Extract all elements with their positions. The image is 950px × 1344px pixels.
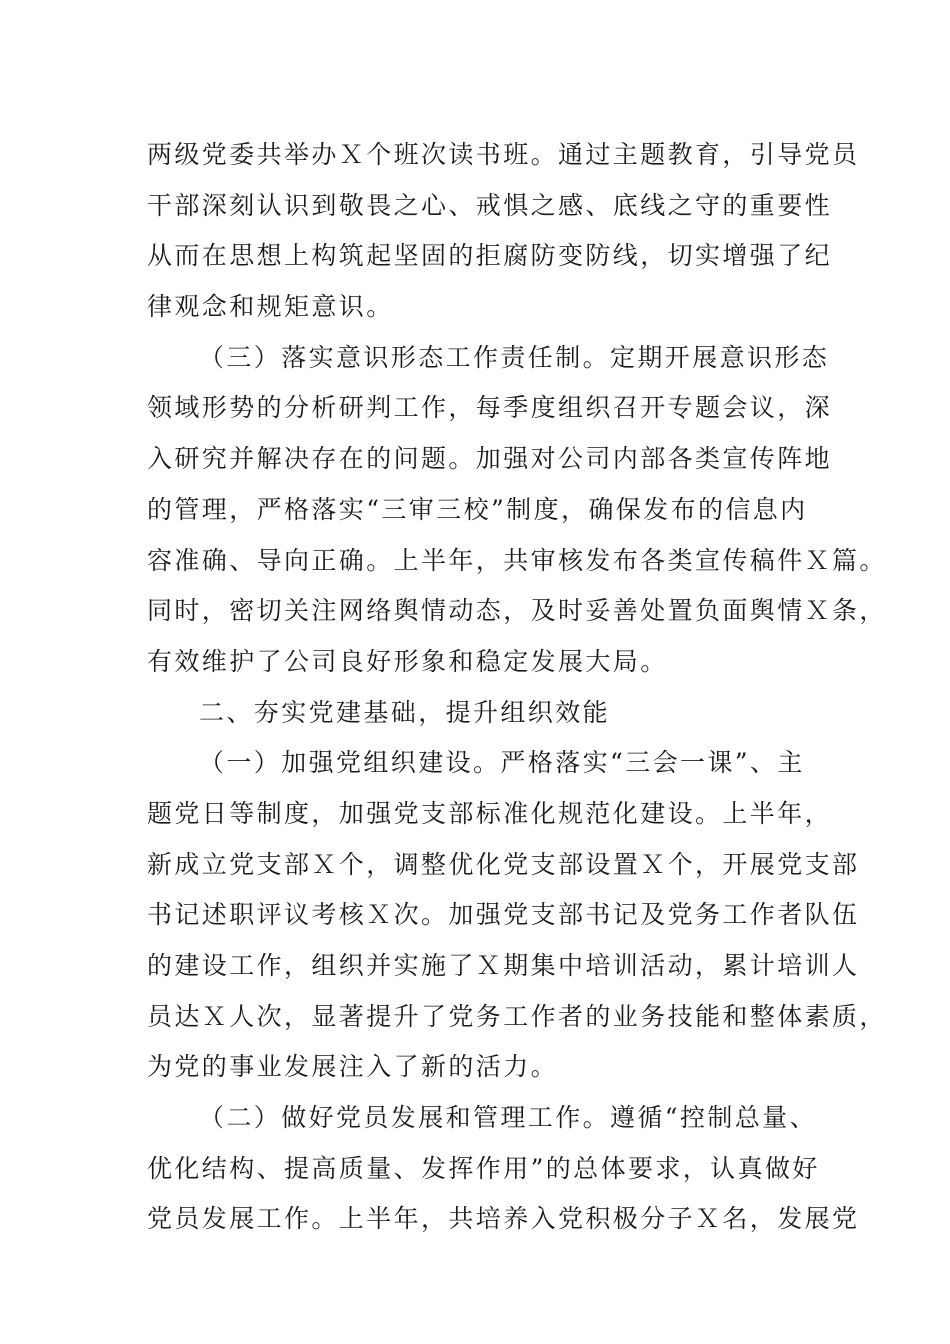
paragraph-heading-1: （一）加强党组织建设。严格落实“三会一课”、主 bbox=[199, 748, 805, 778]
text-line: 同时，密切关注网络舆情动态，及时妥善处置负面舆情Ｘ条， bbox=[147, 596, 887, 626]
text-line: 容准确、导向正确。上半年，共审核发布各类宣传稿件Ｘ篇。 bbox=[147, 545, 887, 575]
text-line: 领域形势的分析研判工作，每季度组织召开专题会议，深 bbox=[147, 393, 833, 423]
text-line: 的管理，严格落实“三审三校”制度，确保发布的信息内 bbox=[147, 494, 808, 524]
text-line: 党员发展工作。上半年，共培养入党积极分子Ｘ名，发展党 bbox=[147, 1204, 860, 1234]
paragraph-heading-3: （三）落实意识形态工作责任制。定期开展意识形态 bbox=[199, 342, 830, 372]
paragraph-heading-2: （二）做好党员发展和管理工作。遵循“控制总量、 bbox=[199, 1103, 817, 1133]
text-line: 员达Ｘ人次，显著提升了党务工作者的业务技能和整体素质， bbox=[147, 1001, 887, 1031]
text-line: 的建设工作，组织并实施了Ｘ期集中培训活动，累计培训人 bbox=[147, 951, 860, 980]
text-line: 干部深刻认识到敬畏之心、戒惧之感、底线之守的重要性 bbox=[147, 190, 833, 220]
text-line: 优化结构、提高质量、发挥作用”的总体要求，认真做好 bbox=[147, 1153, 820, 1183]
text-line: 有效维护了公司良好形象和稳定发展大局。 bbox=[147, 646, 668, 676]
document-body bbox=[147, 130, 887, 1245]
text-line: 律观念和规矩意识。 bbox=[147, 292, 394, 322]
text-line: 为党的事业发展注入了新的活力。 bbox=[147, 1052, 559, 1082]
text-line: 书记述职评议考核Ｘ次。加强党支部书记及党务工作者队伍 bbox=[147, 900, 860, 930]
text-line: 新成立党支部Ｘ个，调整优化党支部设置Ｘ个，开展党支部 bbox=[147, 849, 860, 879]
text-line: 两级党委共举办Ｘ个班次读书班。通过主题教育，引导党员 bbox=[147, 140, 860, 169]
text-line: 入研究并解决存在的问题。加强对公司内部各类宣传阵地 bbox=[147, 444, 833, 474]
section-heading-2: 二、夯实党建基础，提升组织效能 bbox=[199, 697, 611, 727]
text-line: 从而在思想上构筑起坚固的拒腐防变防线，切实增强了纪 bbox=[147, 241, 833, 271]
text-line: 题党日等制度，加强党支部标准化规范化建设。上半年， bbox=[147, 798, 833, 828]
